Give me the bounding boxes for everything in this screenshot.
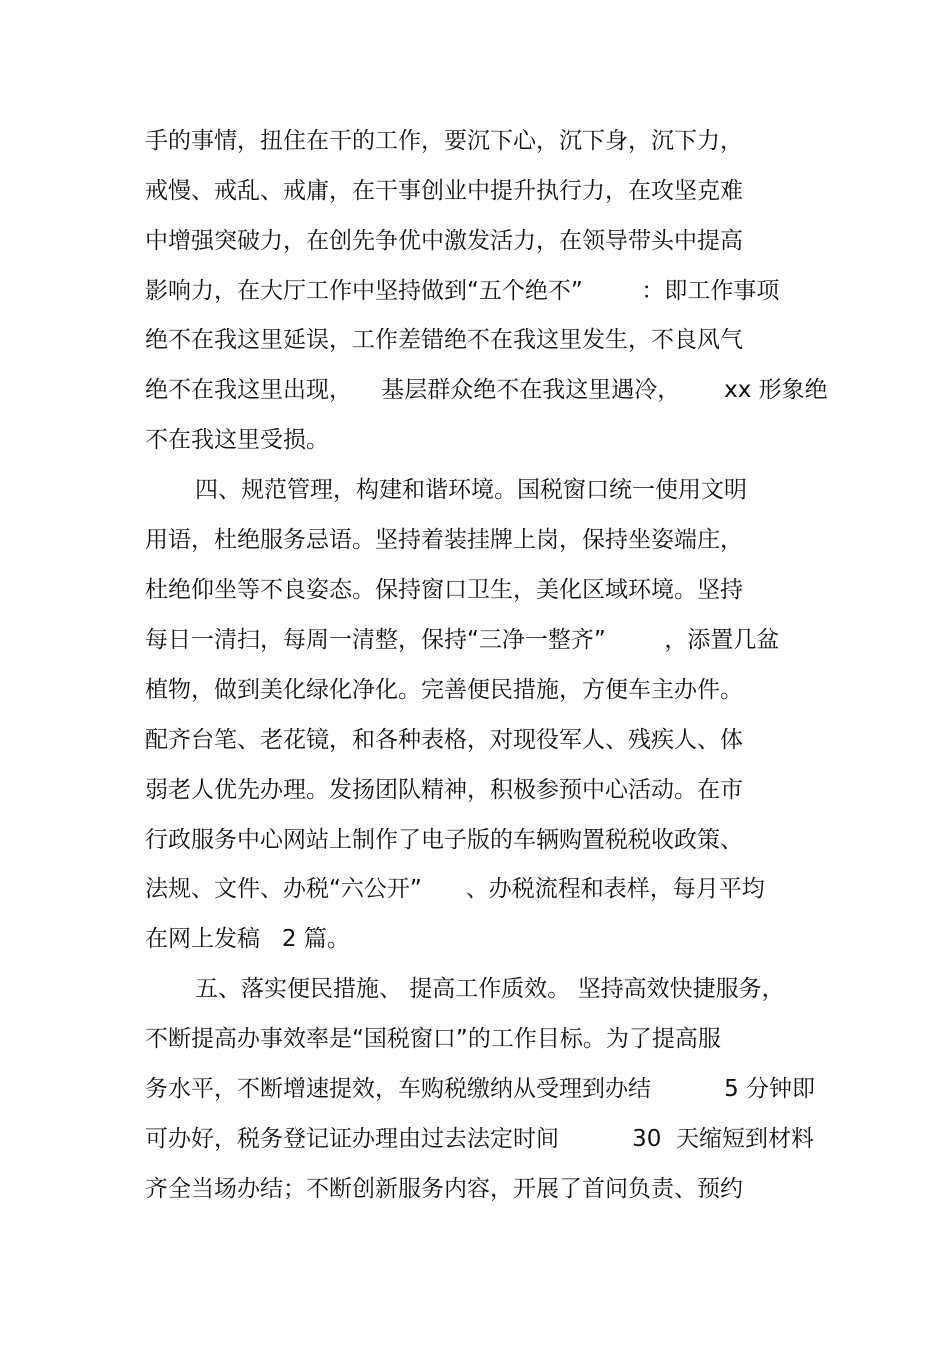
text-line: 不断提高办事效率是“国税窗口”的工作目标。为了提高服 xyxy=(145,1026,721,1052)
text-line: 配齐台笔、老花镜，和各种表格，对现役军人、残疾人、体 xyxy=(145,727,743,753)
paragraph-heading-four: 四、规范管理，构建和谐环境。国税窗口统一使用文明 xyxy=(195,477,747,503)
text-line: 在网上发稿 2 篇。 xyxy=(145,926,350,952)
text-line: 弱老人优先办理。发扬团队精神，积极参预中心活动。在市 xyxy=(145,777,743,803)
text-line: 植物，做到美化绿化净化。完善便民措施，方便车主办件。 xyxy=(145,677,743,703)
text-line: 行政服务中心网站上制作了电子版的车辆购置税税收政策、 xyxy=(145,827,743,853)
text-line: 杜绝仰坐等不良姿态。保持窗口卫生，美化区域环境。坚持 xyxy=(145,577,743,603)
text-line: 可办好，税务登记证办理由过去法定时间 30 天缩短到材料 xyxy=(145,1126,814,1152)
text-line: 不在我这里受损。 xyxy=(145,427,329,453)
text-line: 法规、文件、办税“六公开” 、办税流程和表样，每月平均 xyxy=(145,876,765,902)
text-line: 用语，杜绝服务忌语。坚持着装挂牌上岗，保持坐姿端庄， xyxy=(145,527,743,553)
text-line: 绝不在我这里出现， 基层群众绝不在我这里遇冷， xx 形象绝 xyxy=(145,377,828,403)
text-line: 影响力，在大厅工作中坚持做到“五个绝不” ：即工作事项 xyxy=(145,278,780,304)
text-line: 齐全当场办结；不断创新服务内容，开展了首问负责、预约 xyxy=(145,1176,743,1202)
text-line: 中增强突破力，在创先争优中激发活力，在领导带头中提高 xyxy=(145,228,743,254)
text-line: 戒慢、戒乱、戒庸，在干事创业中提升执行力，在攻坚克难 xyxy=(145,178,743,204)
text-line: 务水平，不断增速提效，车购税缴纳从受理到办结 5 分钟即 xyxy=(145,1076,816,1102)
text-line: 手的事情，扭住在干的工作，要沉下心，沉下身，沉下力， xyxy=(145,128,743,154)
text-line: 绝不在我这里延误，工作差错绝不在我这里发生，不良风气 xyxy=(145,327,743,353)
text-line: 每日一清扫，每周一清整，保持“三净一整齐” ，添置几盆 xyxy=(145,627,780,653)
paragraph-heading-five: 五、落实便民措施、 提高工作质效。 坚持高效快捷服务， xyxy=(195,976,785,1002)
